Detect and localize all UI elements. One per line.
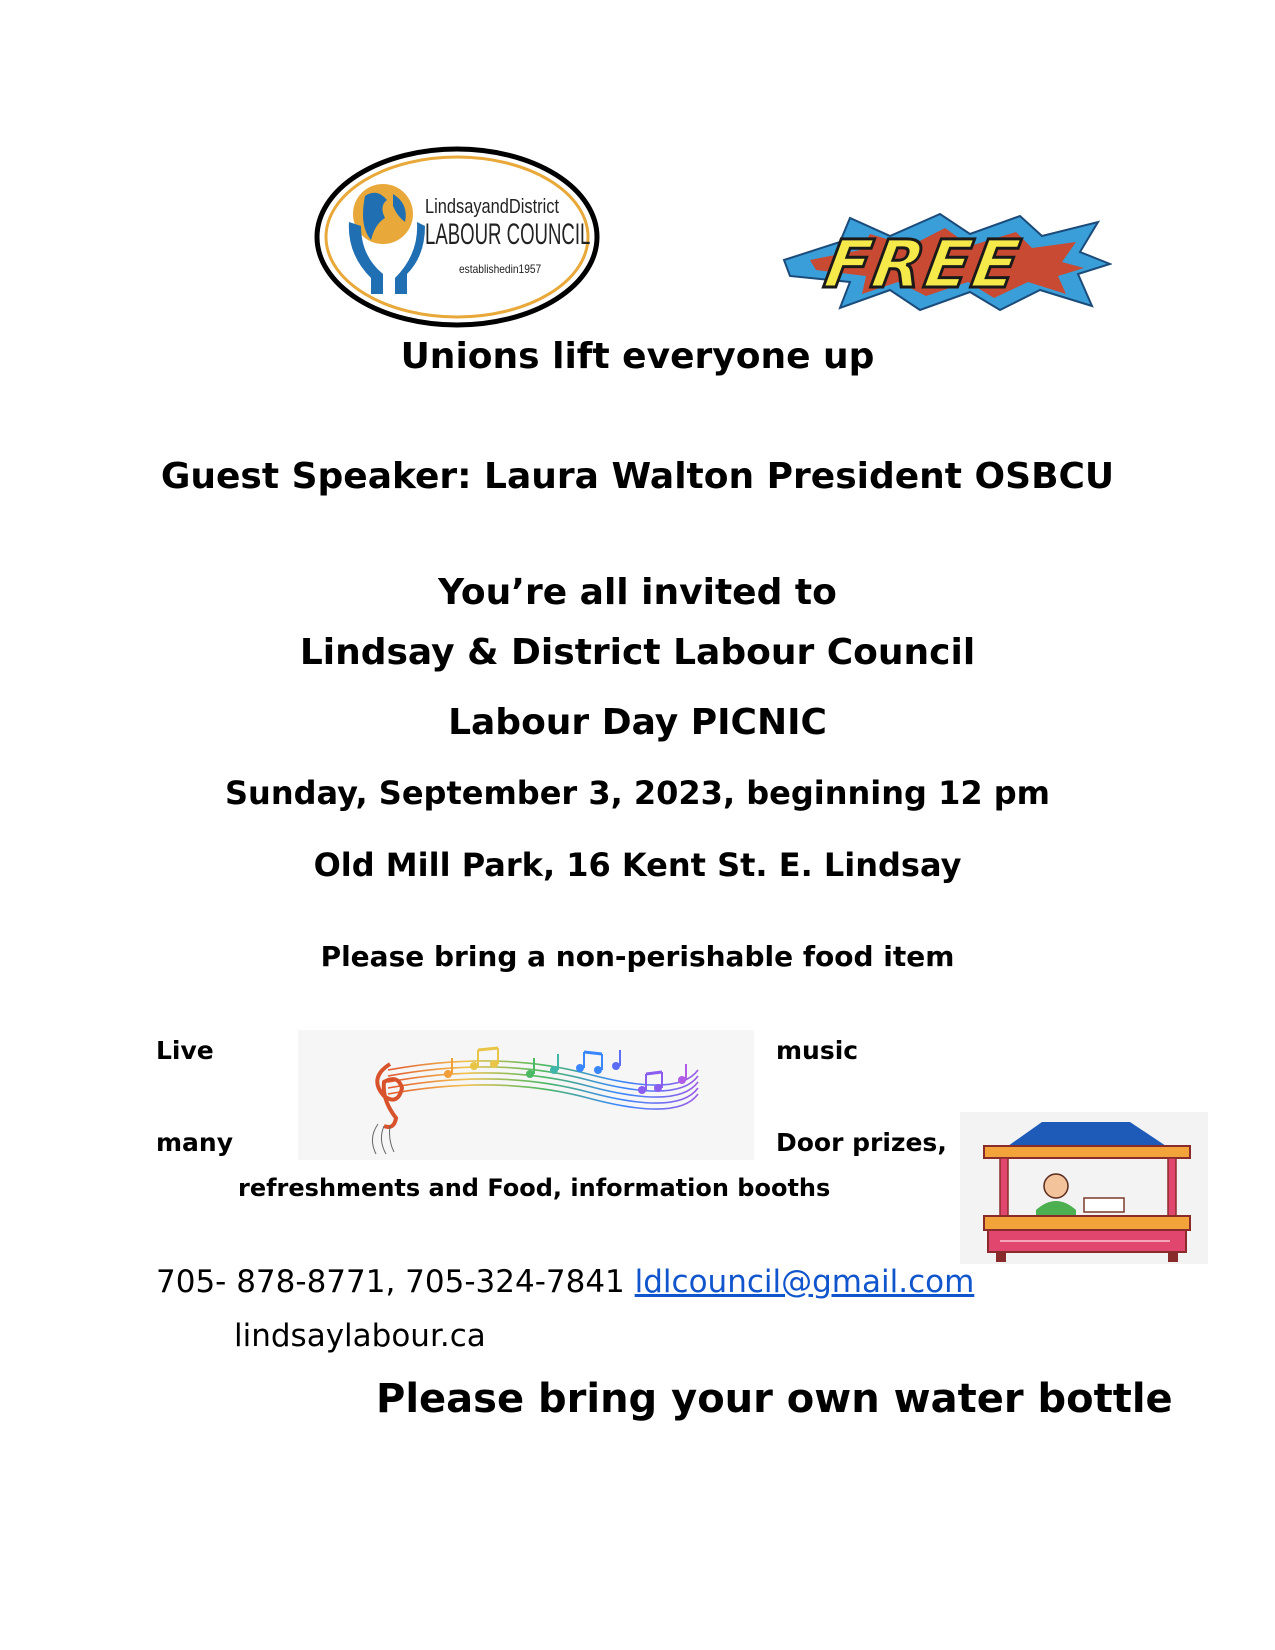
invite-line-2: Lindsay & District Labour Council xyxy=(299,632,976,673)
invite-line-3: Labour Day PICNIC xyxy=(448,702,827,743)
contact-website[interactable]: lindsaylabour.ca xyxy=(234,1318,486,1354)
logo-line-3: establishedin1957 xyxy=(459,262,542,276)
contact-email-link[interactable]: ldlcouncil@gmail.com xyxy=(634,1264,975,1300)
food-note: Please bring a non-perishable food item xyxy=(320,940,955,973)
invite-line-1: You’re all invited to xyxy=(438,572,837,613)
water-bottle-note: Please bring your own water bottle xyxy=(376,1376,1173,1422)
logo-line-2: LABOUR COUNCIL xyxy=(425,218,591,251)
tagline: Unions lift everyone up xyxy=(400,336,875,377)
feature-live: Live xyxy=(156,1036,214,1065)
logo-line-1: LindsayandDistrict xyxy=(425,196,560,218)
booth-image xyxy=(960,1112,1208,1264)
event-location: Old Mill Park, 16 Kent St. E. Lindsay xyxy=(313,846,962,884)
free-text: FREE xyxy=(819,226,1027,303)
contact-phones: 705- 878-8771, 705-324-7841 xyxy=(156,1264,625,1300)
free-badge xyxy=(780,212,1112,312)
music-notes-image xyxy=(298,1030,754,1160)
feature-refreshments: refreshments and Food, information booths xyxy=(238,1174,831,1202)
guest-speaker: Guest Speaker: Laura Walton President OSBCU xyxy=(160,456,1115,497)
contact-line xyxy=(156,1264,974,1300)
labour-council-logo xyxy=(313,144,601,330)
feature-music: music xyxy=(776,1036,859,1065)
feature-door-prizes: Door prizes, xyxy=(776,1128,947,1157)
feature-many: many xyxy=(156,1128,234,1157)
event-date-time: Sunday, September 3, 2023, beginning 12 pm xyxy=(224,774,1050,812)
